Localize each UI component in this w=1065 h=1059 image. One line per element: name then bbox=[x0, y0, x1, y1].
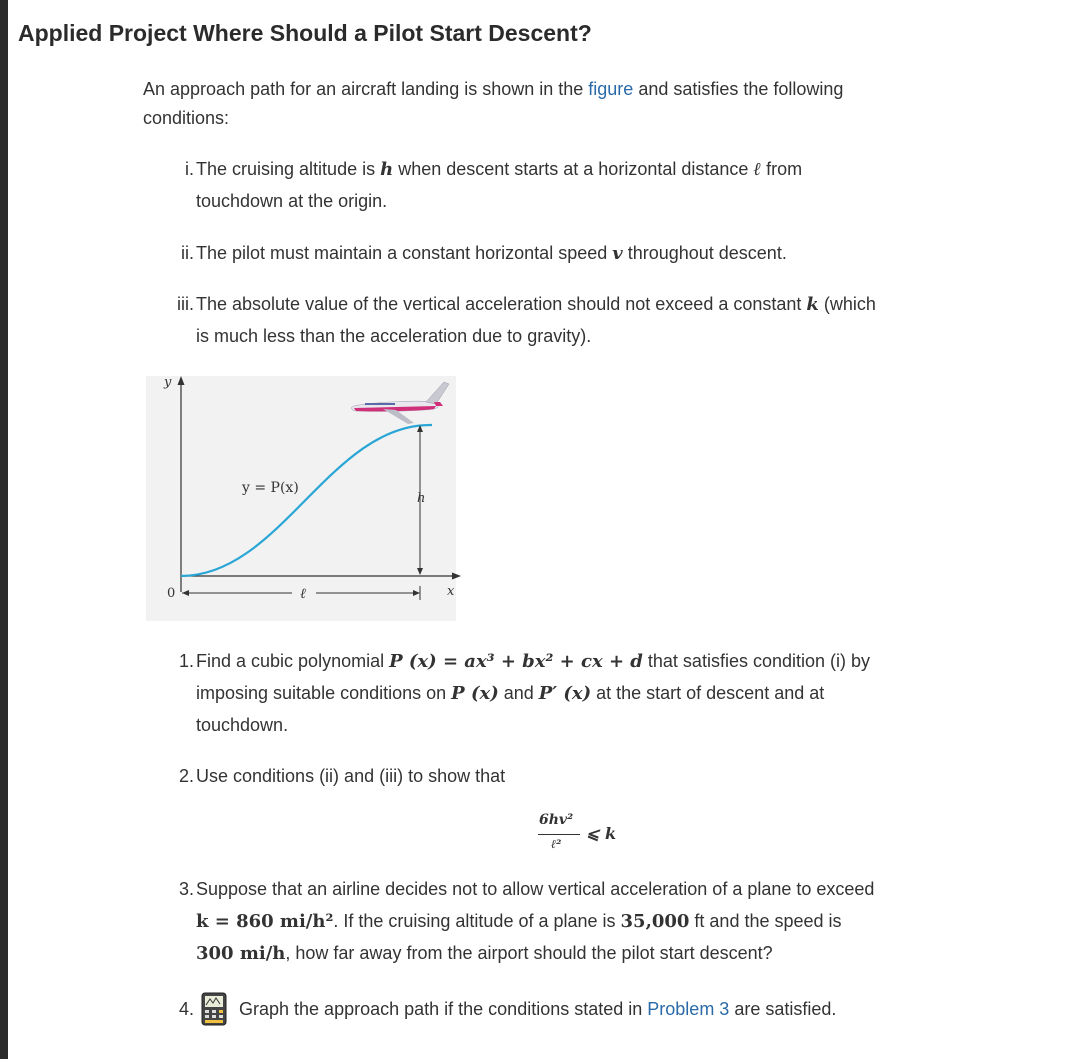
figure-background bbox=[146, 376, 456, 621]
distance-label: ℓ bbox=[300, 586, 306, 602]
left-border bbox=[0, 0, 8, 1059]
poly-p-prime: P′ (x) bbox=[538, 683, 592, 704]
approach-path-figure bbox=[140, 368, 470, 623]
problem-text: Find a cubic polynomial bbox=[196, 651, 390, 671]
height-label: h bbox=[417, 491, 426, 506]
problem-text: at the start of descent and at bbox=[591, 683, 825, 703]
problem-number: 3. bbox=[178, 879, 194, 899]
problem-text: that satisfies condition (i) by bbox=[642, 651, 871, 671]
problem-number: 4. bbox=[178, 999, 194, 1019]
problem-text: imposing suitable conditions on bbox=[196, 683, 452, 703]
condition-text: The cruising altitude is bbox=[196, 159, 381, 179]
approach-path-svg bbox=[140, 368, 470, 623]
problem-number: 2. bbox=[178, 766, 194, 786]
y-axis-label: y bbox=[164, 375, 172, 390]
problem-text: Graph the approach path if the conditions stated in bbox=[239, 999, 648, 1019]
var-k: k bbox=[806, 294, 819, 315]
x-axis-label: x bbox=[447, 584, 455, 599]
var-l: ℓ bbox=[753, 159, 762, 180]
graphing-calculator-icon bbox=[201, 992, 227, 1026]
var-v: v bbox=[612, 243, 623, 264]
problem-3-link[interactable]: Problem 3 bbox=[647, 999, 730, 1019]
condition-text: when descent starts at a horizontal distance bbox=[393, 159, 754, 179]
intro-paragraph bbox=[143, 75, 843, 133]
condition-number: iii. bbox=[177, 294, 194, 314]
problem-text: are satisfied. bbox=[729, 999, 837, 1019]
condition-text: The absolute value of the vertical acceleration should not exceed a constant bbox=[196, 294, 807, 314]
problem-number: 1. bbox=[178, 651, 194, 671]
curve-label: y = P(x) bbox=[242, 480, 299, 496]
k-value: k = 860 mi/h² bbox=[196, 911, 334, 932]
speed-value: 300 mi/h bbox=[196, 943, 286, 964]
problem-text: touchdown. bbox=[196, 715, 289, 735]
problem-text: and bbox=[498, 683, 539, 703]
inequality-fraction bbox=[535, 812, 655, 862]
cubic-equation: P (x) = ax³ + bx² + cx + d bbox=[389, 651, 643, 672]
condition-number: i. bbox=[185, 159, 194, 179]
fraction-numerator: 6hv² bbox=[539, 812, 574, 828]
condition-text: touchdown at the origin. bbox=[196, 191, 388, 211]
intro-text-3: conditions: bbox=[143, 108, 230, 128]
fraction-bar bbox=[538, 834, 580, 835]
page-title: Applied Project Where Should a Pilot Start Descent? bbox=[18, 20, 592, 46]
condition-text: from bbox=[761, 159, 803, 179]
problem-text: , how far away from the airport should the pilot start descent? bbox=[285, 943, 773, 963]
figure-link[interactable]: figure bbox=[588, 79, 634, 99]
altitude-value: 35,000 bbox=[620, 911, 690, 932]
origin-label: 0 bbox=[167, 586, 176, 601]
problem-text: ft and the speed is bbox=[689, 911, 842, 931]
problem-text: Suppose that an airline decides not to allow vertical acceleration of a plane to exceed bbox=[196, 879, 875, 899]
condition-text: (which bbox=[818, 294, 876, 314]
problem-text: Use conditions (ii) and (iii) to show that bbox=[196, 766, 506, 786]
intro-text-2: and satisfies the following bbox=[633, 79, 844, 99]
fraction-denominator: ℓ² bbox=[551, 837, 562, 851]
intro-text: An approach path for an aircraft landing is shown in the bbox=[143, 79, 589, 99]
poly-p: P (x) bbox=[451, 683, 499, 704]
condition-text: throughout descent. bbox=[622, 243, 787, 263]
condition-text: is much less than the acceleration due to gravity). bbox=[196, 326, 592, 346]
condition-text: The pilot must maintain a constant horizontal speed bbox=[196, 243, 613, 263]
var-h: h bbox=[380, 159, 394, 180]
problem-text: . If the cruising altitude of a plane is bbox=[333, 911, 621, 931]
condition-number: ii. bbox=[181, 243, 194, 263]
x-axis-arrow bbox=[452, 573, 461, 580]
inequality-relation: ⩽ k bbox=[586, 824, 617, 843]
